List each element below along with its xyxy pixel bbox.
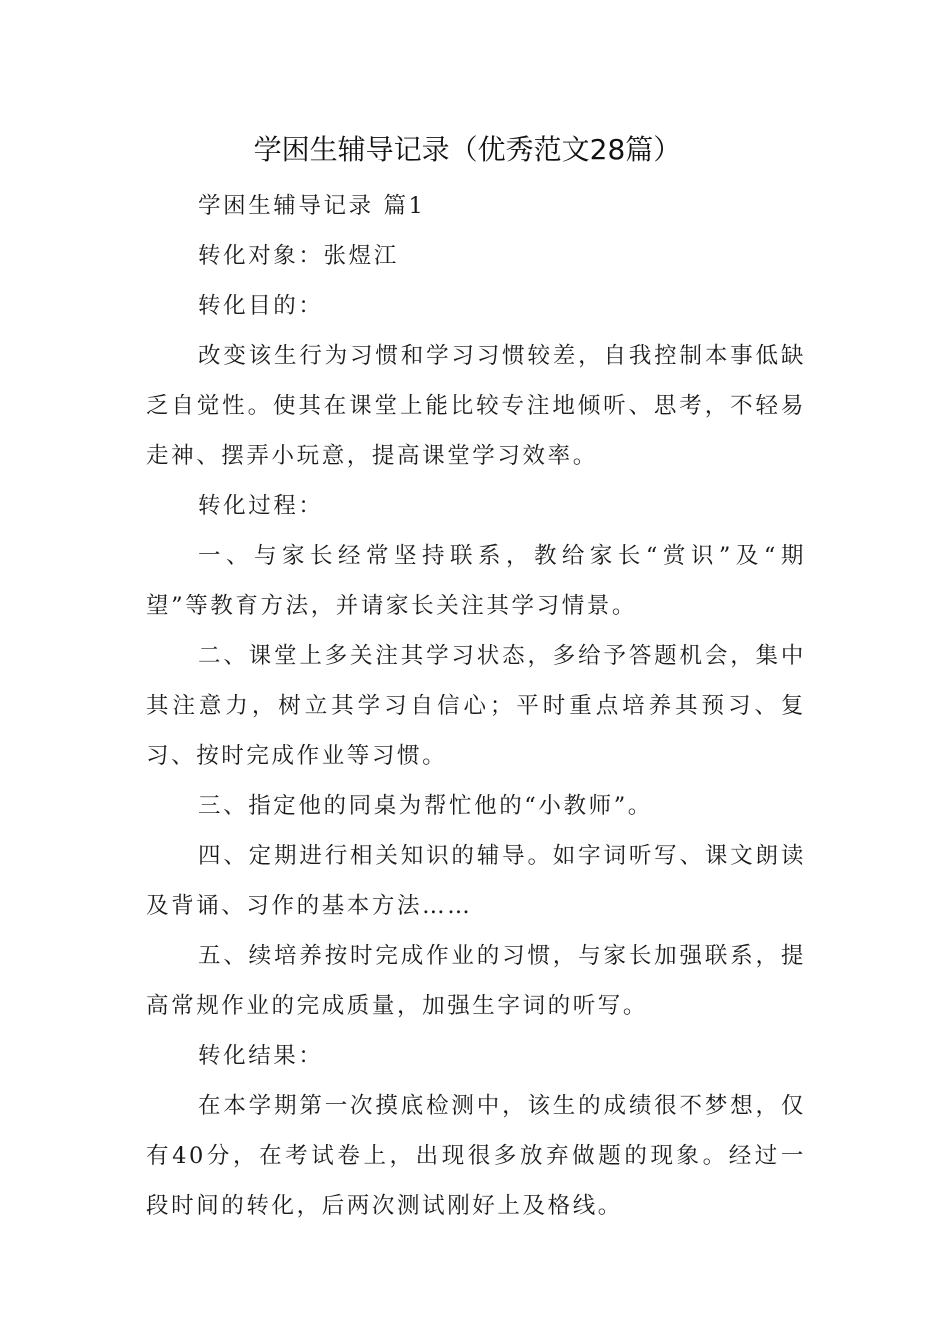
section-heading: 学困生辅导记录 篇1 — [198, 193, 426, 219]
paragraph-process-4: 四、定期进行相关知识的辅导。如字词听写、课文朗读及背诵、习作的基本方法…… — [146, 843, 806, 919]
paragraph-result: 在本学期第一次摸底检测中，该生的成绩很不梦想，仅有40分，在考试卷上，出现很多放弃做题的现象。经过一段时间的转化，后两次测试刚好上及格线。 — [146, 1093, 806, 1219]
paragraph-process-2: 二、课堂上多关注其学习状态，多给予答题机会，集中其注意力，树立其学习自信心；平时重点培养其预习、复习、按时完成作业等习惯。 — [146, 643, 806, 769]
paragraph-process-1: 一、与家长经常坚持联系，教给家长“赏识”及“期望”等教育方法，并请家长关注其学习情景。 — [146, 543, 806, 619]
paragraph-process-heading: 转化过程： — [198, 493, 324, 519]
paragraph-goal: 改变该生行为习惯和学习习惯较差，自我控制本事低缺乏自觉性。使其在课堂上能比较专注地倾听、思考，不轻易走神、摆弄小玩意，提高课堂学习效率。 — [146, 343, 806, 469]
document-body — [146, 181, 806, 1231]
paragraph-goal-heading: 转化目的： — [198, 293, 324, 319]
document-title: 学困生辅导记录（优秀范文28篇） — [253, 133, 682, 166]
paragraph-subject: 转化对象：张煜江 — [198, 243, 399, 269]
paragraph-process-3: 三、指定他的同桌为帮忙他的“小教师”。 — [198, 793, 653, 819]
paragraph-result-heading: 转化结果： — [198, 1043, 324, 1069]
paragraph-process-5: 五、续培养按时完成作业的习惯，与家长加强联系，提高常规作业的完成质量，加强生字词的听写。 — [146, 943, 806, 1019]
